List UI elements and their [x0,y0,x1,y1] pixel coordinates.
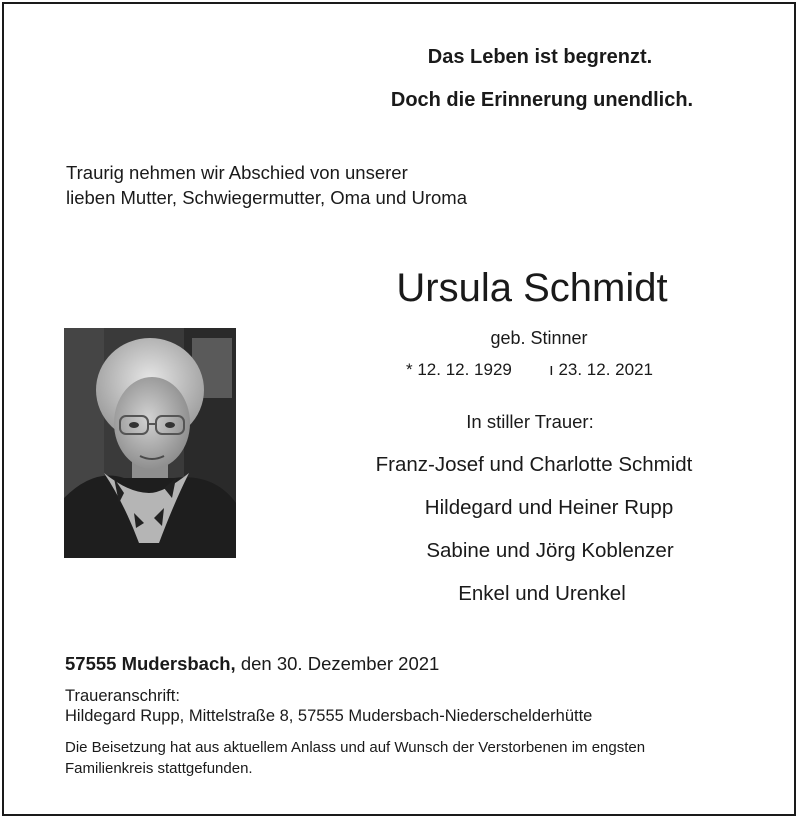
date: den 30. Dezember 2021 [240,653,440,674]
place: 57555 Mudersbach, [65,653,236,674]
motto-line-2: Doch die Erinnerung unendlich. [390,89,694,111]
address-text: Hildegard Rupp, Mittelstraße 8, 57555 Mudersbach-Niederschelderhütte [65,707,593,725]
mourning-address [65,686,592,726]
intro-line-2: lieben Mutter, Schwiegermutter, Oma und Uroma [66,187,468,208]
burial-notice [65,737,645,779]
birth-date: * 12. 12. 1929 [406,360,512,379]
deceased-name: Ursula Schmidt [396,266,668,310]
mourner-name: Franz-Josef und Charlotte Schmidt [375,453,693,476]
mourning-heading: In stiller Trauer: [466,411,594,432]
notice-line-2: Familienkreis stattgefunden. [65,760,253,777]
mourner-name: Enkel und Urenkel [458,582,626,605]
portrait-photo [64,328,236,558]
motto-line-1: Das Leben ist begrenzt. [427,46,653,68]
mourner-name: Hildegard und Heiner Rupp [424,496,674,519]
address-label: Traueranschrift: [65,687,180,705]
birth-name: geb. Stinner [490,328,588,348]
intro-text [66,160,467,210]
death-date: ı 23. 12. 2021 [549,360,653,379]
intro-line-1: Traurig nehmen wir Abschied von unserer [66,162,408,183]
mourner-name: Sabine und Jörg Koblenzer [426,539,674,562]
notice-line-1: Die Beisetzung hat aus aktuellem Anlass und auf Wunsch der Verstorbenen im engsten [65,739,646,756]
place-date [65,653,439,675]
